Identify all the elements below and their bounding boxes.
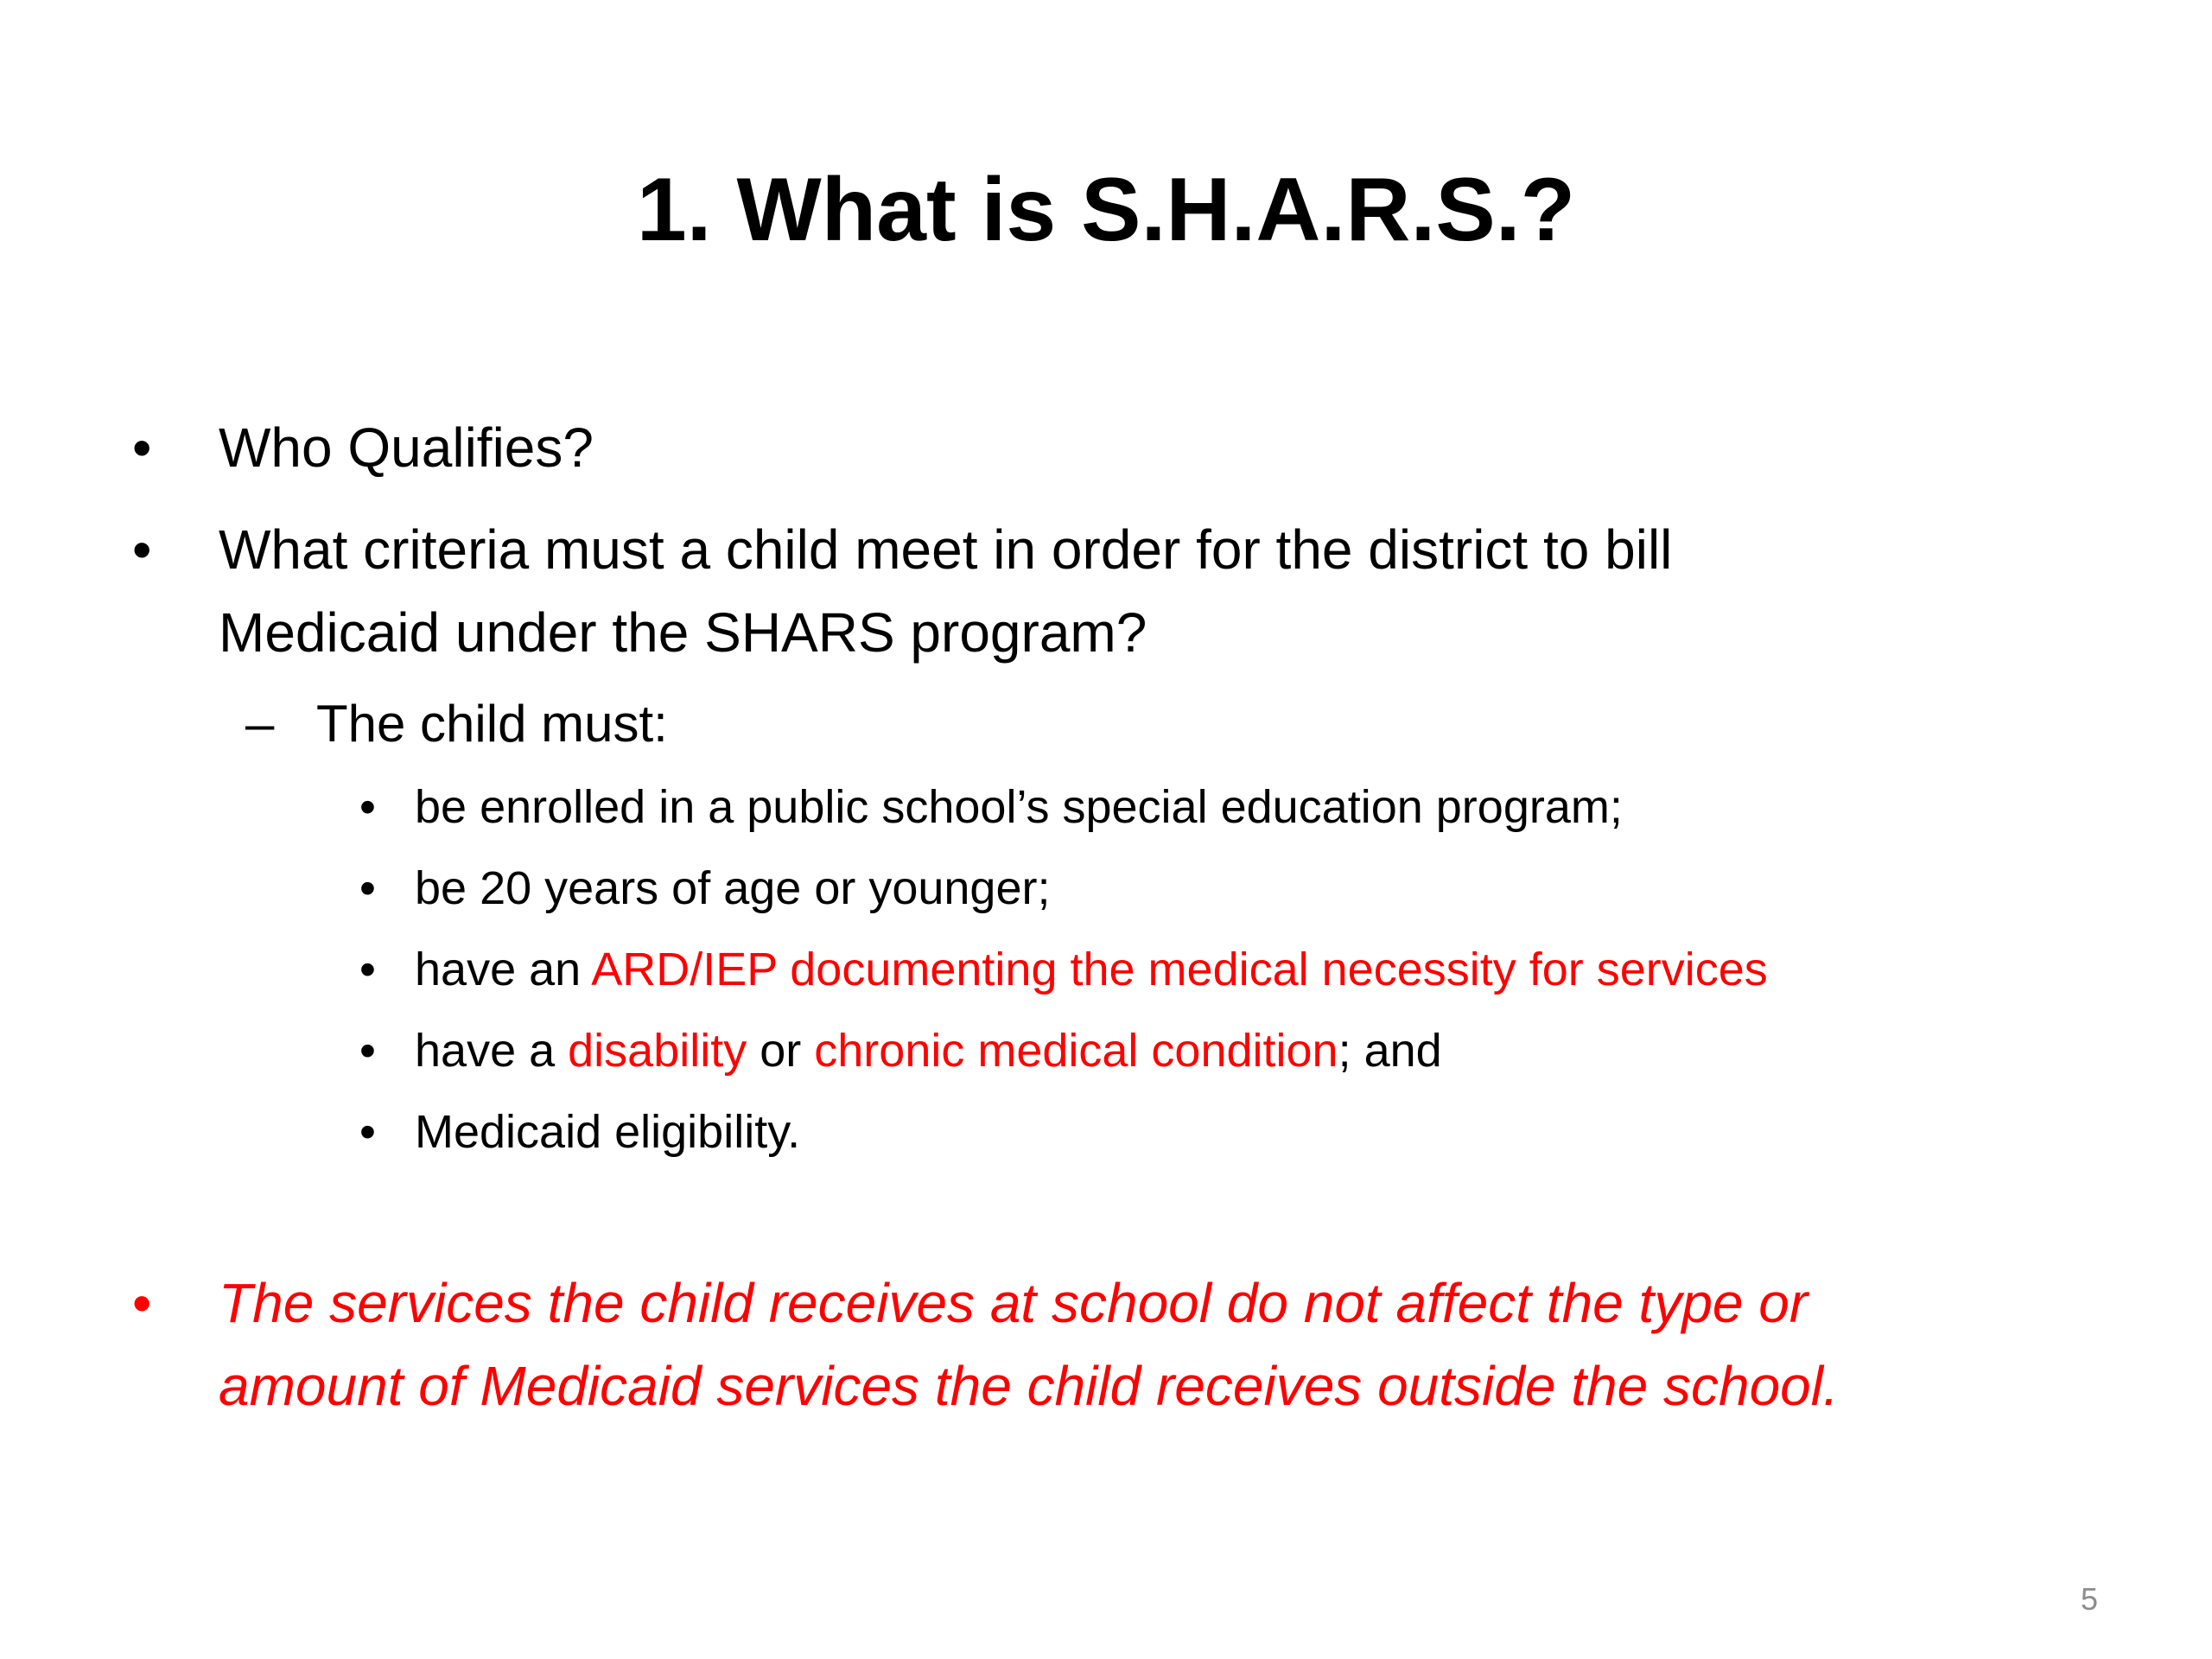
note-bullet (132, 1262, 2033, 1427)
criteria-highlight: ARD/IEP documenting the medical necessity for services (591, 944, 1768, 995)
criteria-text: be enrolled in a public school’s special education program; (415, 781, 1623, 833)
page-number: 5 (2081, 1581, 2099, 1617)
criteria-text: Medicaid eligibility. (415, 1106, 801, 1158)
bullet-icon: • (359, 1106, 376, 1158)
bullet-icon: • (132, 518, 152, 581)
bullet-icon: • (359, 781, 376, 833)
bullet-who-qualifies (132, 406, 2033, 489)
bullet-criteria-question (132, 508, 2033, 674)
bullet-text-line2: Medicaid under the SHARS program? (219, 601, 1147, 664)
bullet-icon: • (359, 862, 376, 914)
criteria-prefix: have an (415, 944, 592, 995)
criteria-middle: or (747, 1025, 815, 1077)
criteria-item (359, 1101, 2056, 1163)
note-line2: amount of Medicaid services the child receives outside the school. (219, 1355, 1839, 1417)
sub-bullet-child-must (245, 690, 2044, 759)
criteria-prefix: have a (415, 1025, 569, 1077)
bullet-icon: • (132, 416, 152, 479)
criteria-suffix: ; and (1338, 1025, 1442, 1077)
dash-icon: – (245, 695, 275, 753)
slide-title: 1. What is S.H.A.R.S.? (636, 160, 1576, 260)
criteria-item (359, 776, 2056, 838)
criteria-item (359, 938, 2056, 1001)
criteria-item (359, 857, 2056, 919)
bullet-icon: • (359, 1025, 376, 1077)
bullet-icon: • (132, 1272, 152, 1334)
bullet-text: Who Qualifies? (219, 416, 594, 479)
criteria-text: be 20 years of age or younger; (415, 862, 1051, 914)
bullet-icon: • (359, 944, 376, 995)
criteria-item (359, 1020, 2056, 1082)
sub-bullet-text: The child must: (316, 695, 668, 753)
criteria-highlight-disability: disability (568, 1025, 747, 1077)
criteria-highlight-chronic: chronic medical condition (814, 1025, 1338, 1077)
note-line1: The services the child receives at school do not affect the type or (219, 1272, 1808, 1334)
bullet-text-line1: What criteria must a child meet in order for the district to bill (219, 518, 1673, 581)
